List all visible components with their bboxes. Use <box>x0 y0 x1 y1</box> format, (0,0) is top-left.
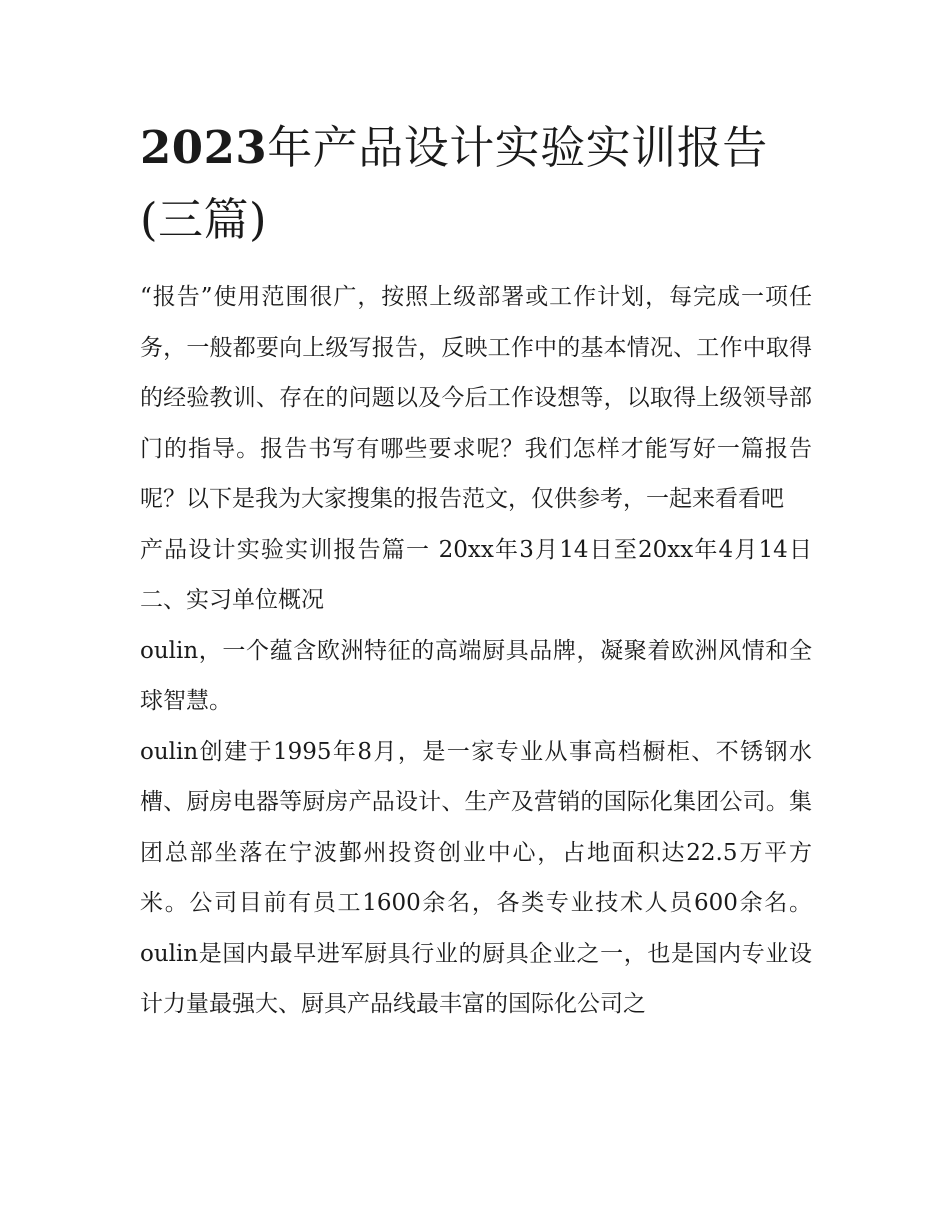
section-heading-paragraph: 产品设计实验实训报告篇一 20xx年3月14日至20xx年4月14日 二、实习单位概况 <box>140 536 812 613</box>
document-title-text: 年产品设计实验实训报告(三篇) <box>140 121 768 246</box>
company-profile-paragraph: oulin创建于1995年8月，是一家专业从事高档橱柜、不锈钢水槽、厨房电器等厨房产品设计、生产及营销的国际化集团公司。集团总部坐落在宁波鄞州投资创业中心，占地面积达22.5万平方米。公司目前有员工1600余名，各类专业技术人员600余名。oulin是国内最早进军厨具行业的厨具企业之一，也是国内专业设计力量最强大、厨具产品线最丰富的国际化公司之 <box>140 738 812 1017</box>
intro-paragraph: “报告”使用范围很广，按照上级部署或工作计划，每完成一项任务，一般都要向上级写报告，反映工作中的基本情况、工作中取得的经验教训、存在的问题以及今后工作设想等，以取得上级领导部门的指导。报告书写有哪些要求呢？我们怎样才能写好一篇报告呢？以下是我为大家搜集的报告范文，仅供参考，一起来看看吧 <box>140 284 812 512</box>
brand-intro-paragraph: oulin，一个蕴含欧洲特征的高端厨具品牌，凝聚着欧洲风情和全球智慧。 <box>140 637 812 714</box>
document-title <box>140 112 812 256</box>
document-title-year: 2023 <box>140 121 268 174</box>
document-page <box>140 112 812 1030</box>
